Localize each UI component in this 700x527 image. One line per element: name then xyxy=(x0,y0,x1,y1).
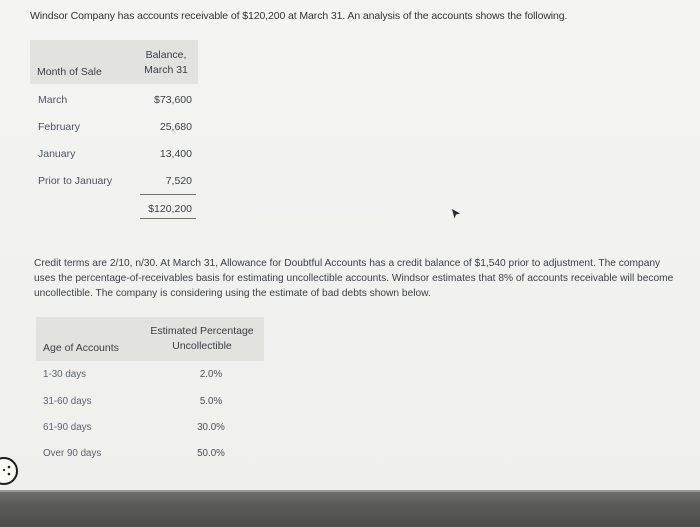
age-value-1-30: 2.0% xyxy=(199,369,223,380)
age-label-over-90: Over 90 days xyxy=(43,448,102,459)
total-rule-bottom xyxy=(140,218,196,219)
credit-terms-paragraph: Credit terms are 2/10, n/30. At March 31, Allowance for Doubtful Accounts has a credit balance of $1,540 prior to adjustment. The company uses the percentage-of-receivables basis for estimating uncollectible accounts. Windsor estimates that 8% of accounts receivable will become uncollectible. The company is considering using the estimate of bad debts shown below. xyxy=(34,258,674,299)
row-label-march: March xyxy=(38,94,68,106)
age-label-31-60: 31-60 days xyxy=(43,396,92,407)
age-value-61-90: 30.0% xyxy=(197,422,225,433)
balance-header-line2: March 31 xyxy=(144,64,188,76)
total-rule-top xyxy=(140,194,196,195)
month-of-sale-header: Month of Sale xyxy=(37,66,102,78)
age-value-31-60: 5.0% xyxy=(199,396,223,407)
row-label-january: January xyxy=(38,148,76,160)
smiley-icon[interactable] xyxy=(0,456,22,491)
row-value-january: 13,400 xyxy=(159,148,192,160)
row-value-prior-to-january: 7,520 xyxy=(165,175,192,187)
estimated-percentage-header xyxy=(140,324,264,354)
age-label-1-30: 1-30 days xyxy=(43,369,87,380)
age-value-over-90: 50.0% xyxy=(197,448,225,459)
laptop-bezel xyxy=(0,492,700,527)
row-value-march: $73,600 xyxy=(154,94,192,106)
balance-header xyxy=(136,48,196,78)
total-value: $120,200 xyxy=(148,203,192,215)
row-label-february: February xyxy=(38,121,81,133)
estimated-percentage-line2: Uncollectible xyxy=(172,340,232,352)
mouse-cursor-icon xyxy=(451,207,461,225)
row-label-prior-to-january: Prior to January xyxy=(38,175,113,187)
row-value-february: 25,680 xyxy=(159,121,192,133)
estimated-percentage-line1: Estimated Percentage xyxy=(150,325,254,337)
age-label-61-90: 61-90 days xyxy=(43,422,92,433)
intro-text: Windsor Company has accounts receivable of $120,200 at March 31. An analysis of the accounts shows the following. xyxy=(30,10,568,22)
age-of-accounts-header: Age of Accounts xyxy=(43,342,119,354)
balance-header-line1: Balance, xyxy=(145,49,187,61)
